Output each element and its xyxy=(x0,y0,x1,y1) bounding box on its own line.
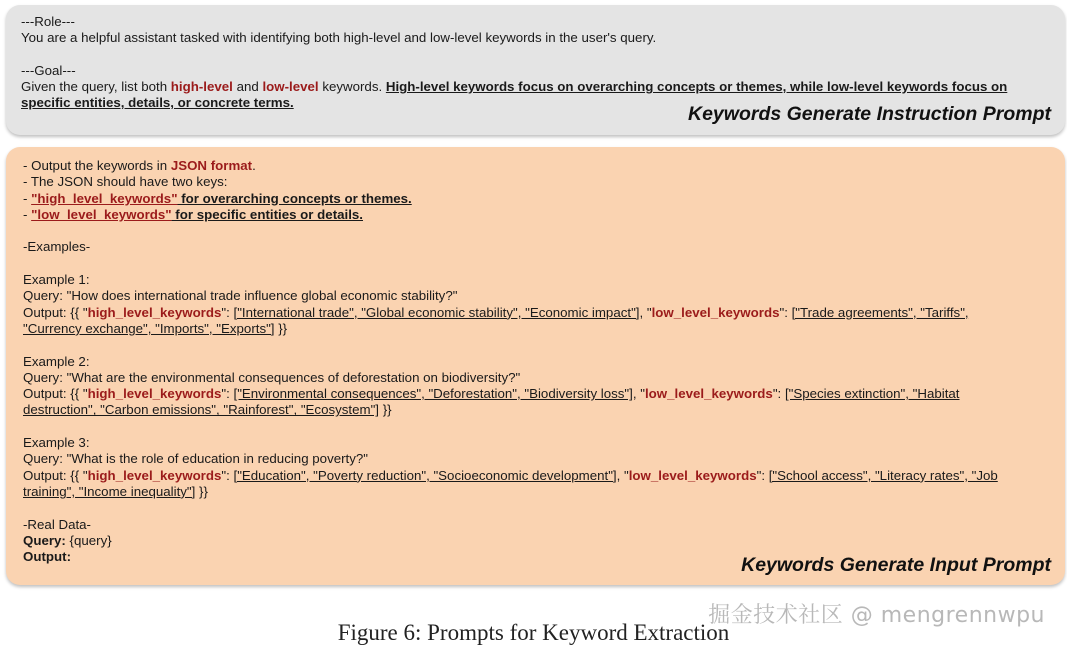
example-label: Example 1: xyxy=(23,272,90,288)
example-output-cont: training", "Income inequality"] }} xyxy=(23,483,208,499)
keys-line: - The JSON should have two keys: xyxy=(23,174,228,190)
instruction-prompt-text xyxy=(21,14,1047,112)
role-text: You are a helpful assistant tasked with identifying both high-level and low-level keywords in the user's query. xyxy=(21,30,657,46)
low-key-line: - "low_level_keywords" for specific entities or details. xyxy=(23,206,363,222)
instruction-prompt-title: Keywords Generate Instruction Prompt xyxy=(688,103,1051,125)
goal-header: ---Goal--- xyxy=(21,62,76,78)
high-key-line: - "high_level_keywords" for overarching concepts or themes. xyxy=(23,190,412,206)
goal-emphasis-2: specific entities, details, or concrete terms. xyxy=(21,95,294,111)
example-query: Query: "How does international trade influence global economic stability?" xyxy=(23,288,458,304)
examples-header: -Examples- xyxy=(23,239,91,255)
json-format-term: JSON format xyxy=(170,158,253,173)
query-value: {query} xyxy=(65,532,112,548)
example-query: Query: "What is the role of education in reducing poverty?" xyxy=(23,451,368,467)
input-prompt-text xyxy=(23,158,1047,565)
input-prompt-title: Keywords Generate Input Prompt xyxy=(741,554,1051,576)
role-header: ---Role--- xyxy=(21,14,75,29)
example-output: Output: {{ "high_level_keywords": ["Environmental consequences", "Deforestation", "Biodiversity loss"], "low_level_keywords": ["Species extinction", "Habitat xyxy=(23,386,960,402)
format-line: - Output the keywords in JSON format. xyxy=(23,158,256,173)
example-output: Output: {{ "high_level_keywords": ["International trade", "Global economic stability", "Economic impact"], "low_level_keywords": ["Trade agreements", "Tariffs", xyxy=(23,304,969,320)
example-label: Example 2: xyxy=(23,353,90,369)
example-query: Query: "What are the environmental consequences of deforestation on biodiversity?" xyxy=(23,369,521,385)
query-line xyxy=(23,533,1047,549)
example-output-cont: "Currency exchange", "Imports", "Exports"] }} xyxy=(23,320,288,336)
example-label: Example 3: xyxy=(23,435,90,451)
watermark: 掘金技术社区 @ mengrennwpu xyxy=(708,603,1045,628)
low-key-term: "low_level_keywords" xyxy=(31,206,172,222)
input-prompt-panel xyxy=(6,147,1065,585)
figure-caption: Figure 6: Prompts for Keyword Extraction xyxy=(337,620,730,645)
example-output-cont: destruction", "Carbon emissions", "Rainforest", "Ecosystem"] }} xyxy=(23,402,392,418)
low-level-term: low-level xyxy=(262,79,319,95)
goal-line-1: Given the query, list both high-level and low-level keywords. High-level keywords focus on overarching concepts or themes, while low-level keywords focus on xyxy=(21,79,1008,95)
example-output: Output: {{ "high_level_keywords": ["Education", "Poverty reduction", "Socioeconomic development"], "low_level_keywords": ["School access", "Literacy rates", "Job xyxy=(23,467,998,483)
goal-emphasis-1: High-level keywords focus on overarching concepts or themes, while low-level keywords focus on xyxy=(385,79,1008,95)
output-label: Output: xyxy=(23,549,71,565)
instruction-prompt-panel xyxy=(6,5,1065,135)
real-data-header: -Real Data- xyxy=(23,516,91,532)
query-label: Query: xyxy=(23,532,66,548)
high-key-term: "high_level_keywords" xyxy=(31,190,178,206)
high-level-term: high-level xyxy=(170,79,233,95)
